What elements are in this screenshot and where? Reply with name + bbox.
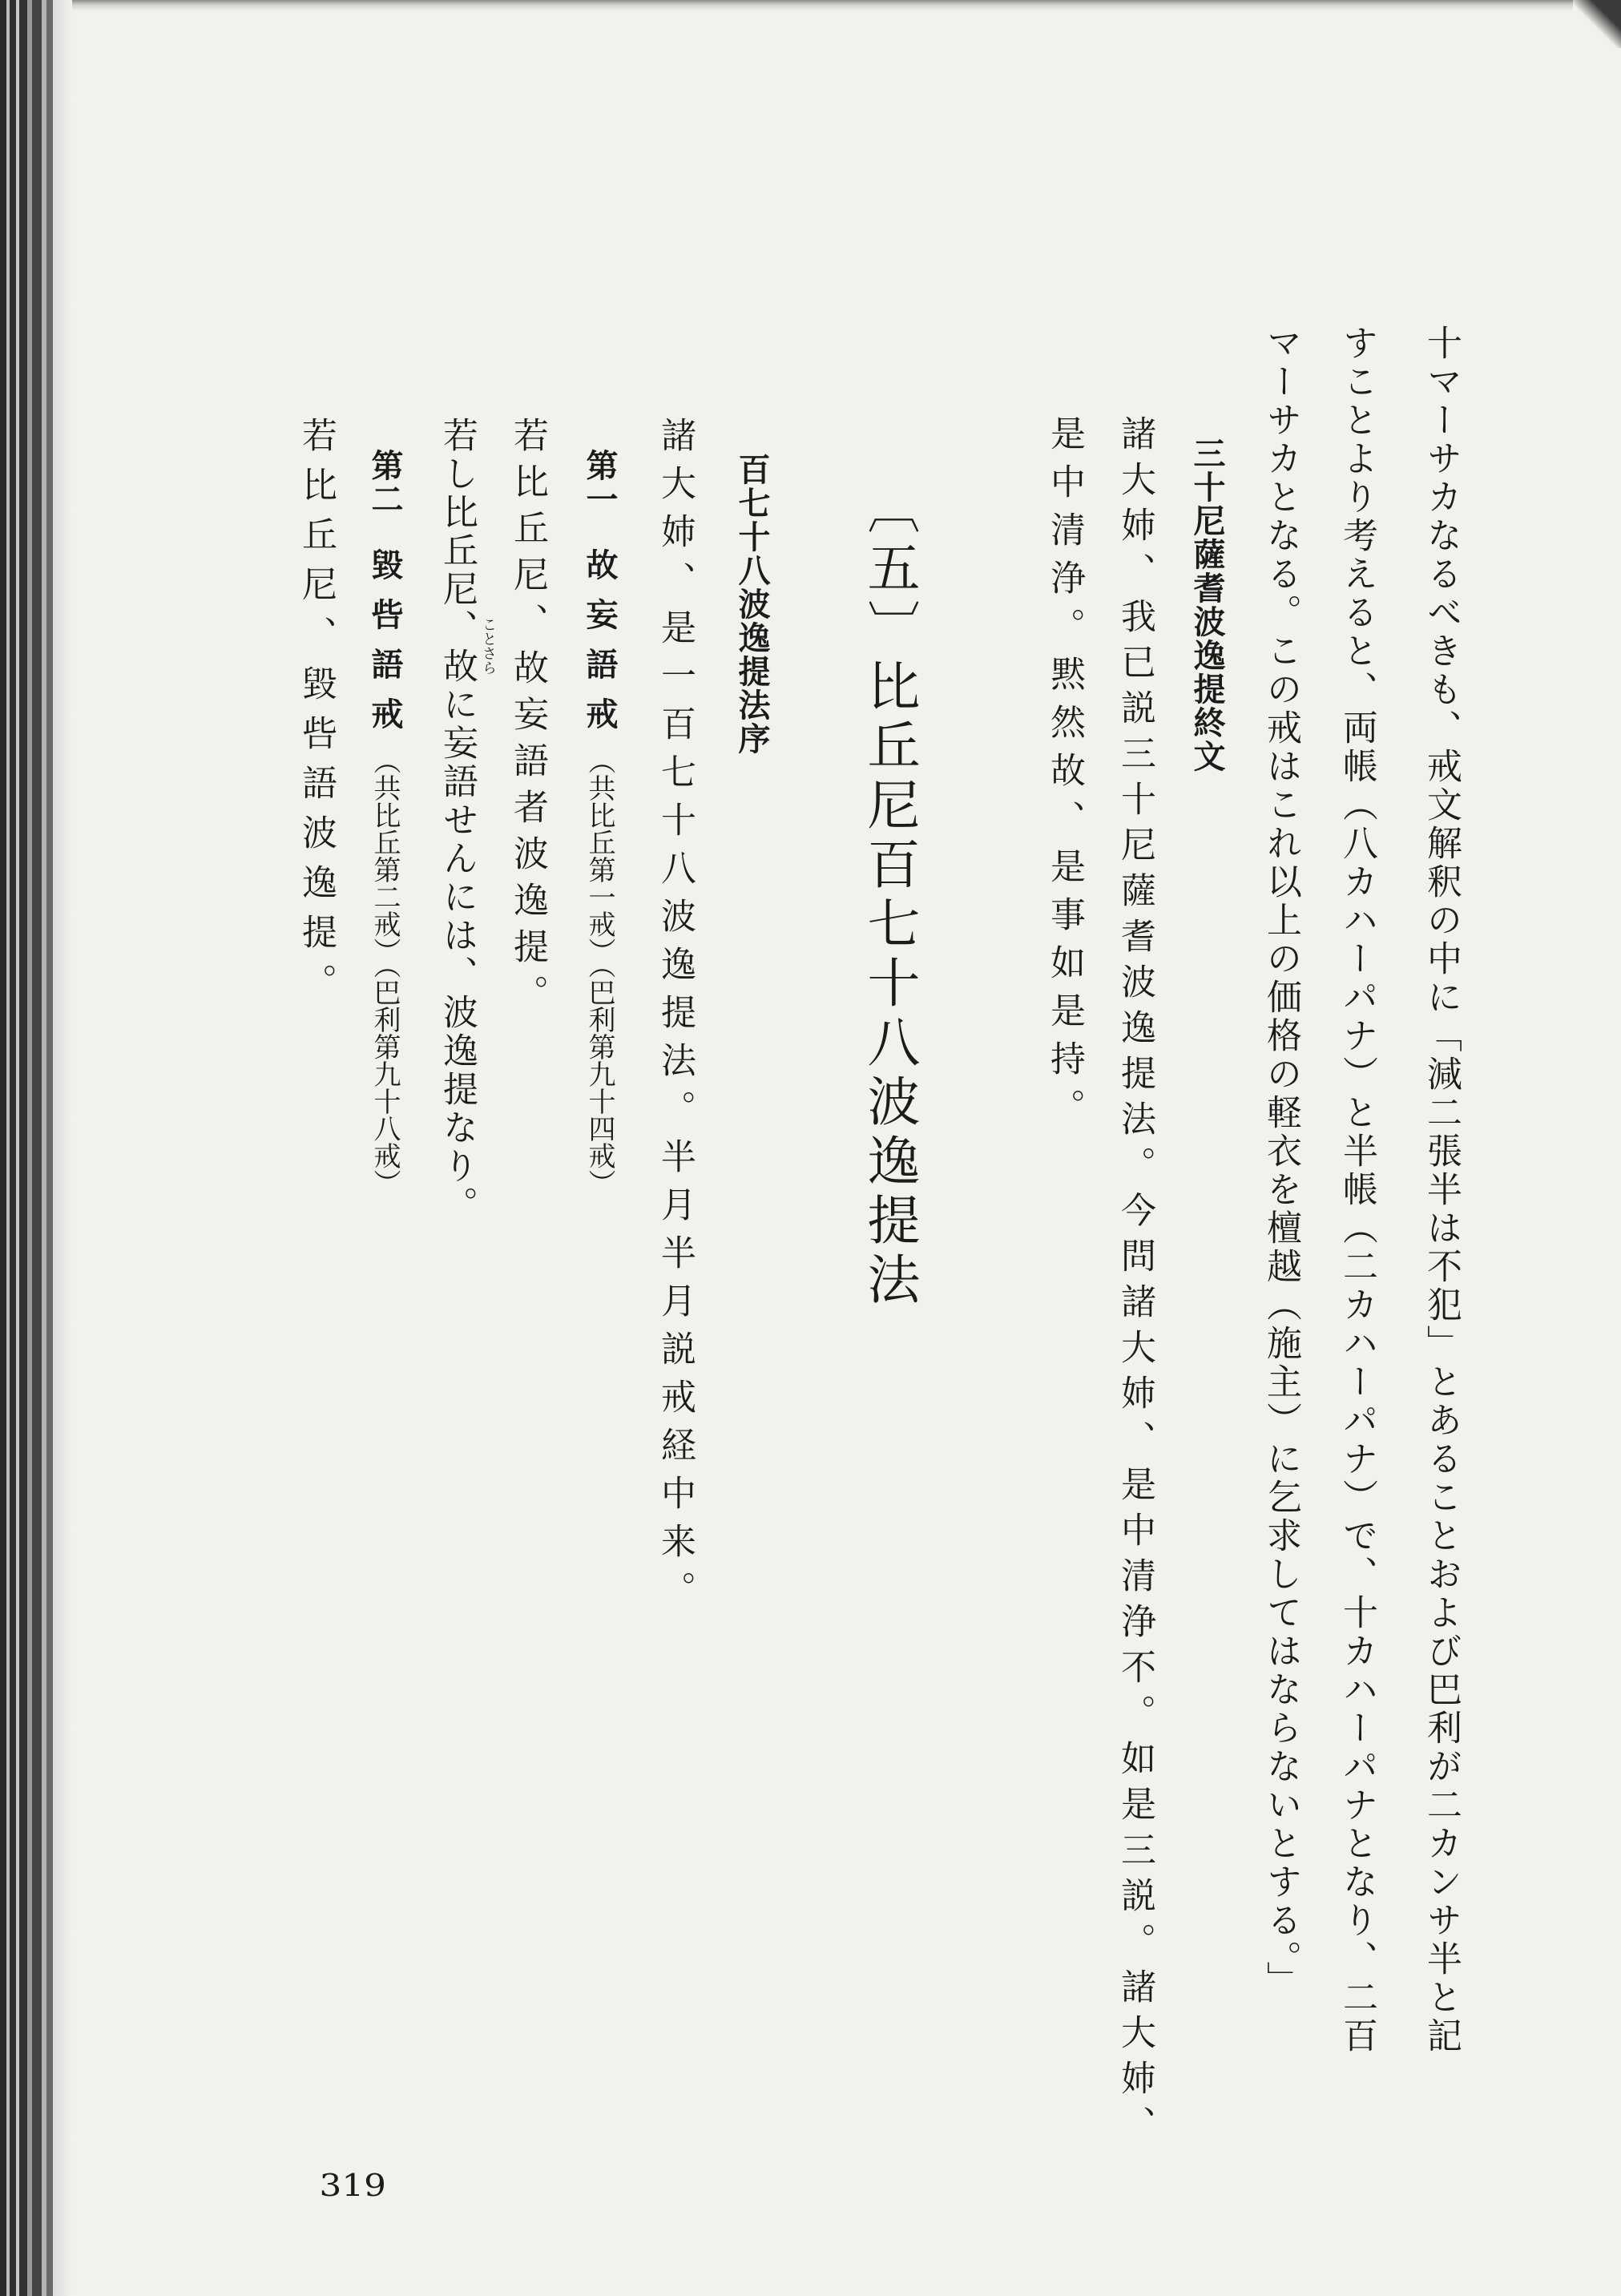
section-30-line-2: 是中清浄。黙然故、是事如是持。 — [1044, 415, 1085, 1136]
ruby-annotation: ことさら — [480, 617, 497, 675]
rule-1-name: 故妄語戒 — [581, 548, 619, 747]
section-30-line-1: 諸大姉、我已説三十尼薩耆波逸提法。今問諸大姉、是中清浄不。如是三説。諸大姉、 — [1115, 415, 1155, 2151]
rule-2-text: 若比丘尼、毀呰語波逸提。 — [296, 417, 337, 1013]
rule-2-heading — [366, 449, 404, 1196]
paragraph-line-2: すことより考えると、両帳（八カハーパナ）と半帳（二カハーパナ）で、十カハーパナとなり、二百 — [1337, 325, 1377, 2056]
page-top-edge — [72, 0, 1621, 11]
rule-1-note-2: （巴利第九十四戒） — [583, 965, 615, 1196]
book-binding-gutter — [0, 0, 72, 2296]
rule-2-label: 第二 — [366, 449, 404, 516]
page-number: 319 — [319, 2168, 386, 2203]
section-178-heading: 百七十八波逸提法序 — [733, 453, 771, 756]
rule-1-heading — [581, 449, 619, 1196]
section-30-heading: 三十尼薩耆波逸提終文 — [1188, 437, 1226, 773]
chapter-title: 〔五〕比丘尼百七十八波逸提法 — [858, 481, 920, 1311]
page-corner-shadow — [1573, 0, 1621, 48]
rule-1-note-1: （共比丘第一戒） — [583, 747, 615, 965]
paragraph-line-3: マーサカとなる。この戒はこれ以上の価格の軽衣を檀越（施主）に乞求してはならないとする。」 — [1260, 325, 1301, 1999]
paragraph-line-1: 十マーサカなるべきも、戒文解釈の中に「減二張半は不犯」とあることおよび巴利が二カンサ半と記 — [1421, 325, 1462, 2056]
rule-2-note-1: （共比丘第二戒） — [369, 747, 401, 965]
rule-1-text: 若比丘尼、故妄語者波逸提。 — [507, 417, 548, 1021]
rule-2-name: 毀呰語戒 — [366, 548, 404, 747]
rule-1-label: 第一 — [581, 449, 619, 516]
rule-2-note-2: （巴利第九十八戒） — [369, 965, 401, 1196]
section-178-text: 諸大姉、是一百七十八波逸提法。半月半月説戒経中来。 — [655, 417, 696, 1619]
rule-1-translation: 若し比丘尼、故に妄語せんには、波逸提なり。 — [437, 417, 478, 1225]
